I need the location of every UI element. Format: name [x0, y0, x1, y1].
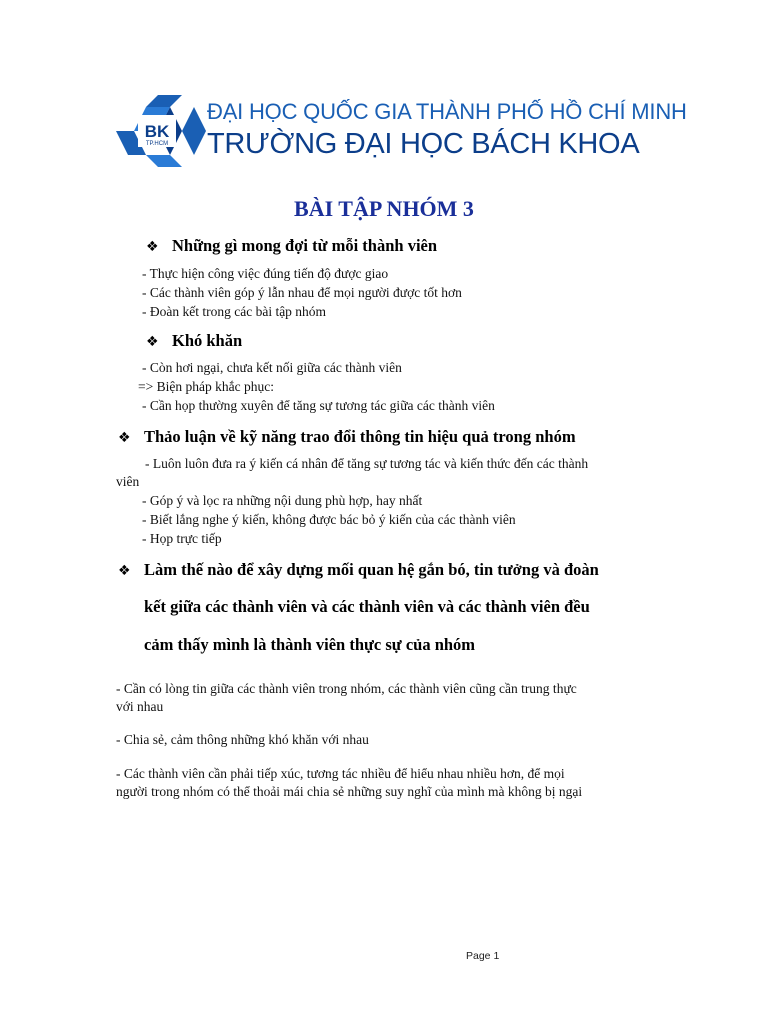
text-line: viên [116, 474, 140, 489]
heading-text: Làm thế nào để xây dựng mối quan hệ gắn bó, tin tưởng và đoàn [144, 560, 599, 579]
text-line: - Luôn luôn đưa ra ý kiến cá nhân để tăng sự tương tác và kiến thức đến các thành [145, 456, 589, 471]
school-name: TRƯỜNG ĐẠI HỌC BÁCH KHOA [207, 128, 640, 160]
text-line: - Cần họp thường xuyên để tăng sự tương tác giữa các thành viên [142, 398, 495, 413]
text-line: - Các thành viên góp ý lẫn nhau để mọi người được tốt hơn [142, 285, 462, 300]
text-line: - Các thành viên cần phải tiếp xúc, tương tác nhiều để hiểu nhau nhiều hơn, để mọi [116, 766, 565, 781]
text-line: - Thực hiện công việc đúng tiến độ được giao [142, 266, 389, 281]
text-line: người trong nhóm có thể thoải mái chia sẻ những suy nghĩ của mình mà không bị ngại [116, 784, 583, 799]
text-line: - Cần có lòng tin giữa các thành viên trong nhóm, các thành viên cũng cần trung thực [116, 681, 577, 696]
text-line: - Góp ý và lọc ra những nội dung phù hợp, hay nhất [142, 493, 423, 508]
section-heading-communication [118, 427, 576, 447]
section-heading-difficulties [146, 331, 242, 351]
page-number: Page 1 [466, 950, 500, 962]
university-logo-icon [116, 95, 206, 167]
text-line: - Còn hơi ngại, chưa kết nối giữa các thành viên [142, 360, 402, 375]
heading-text: Thảo luận về kỹ năng trao đổi thông tin hiệu quả trong nhóm [144, 427, 576, 446]
text-line: - Đoàn kết trong các bài tập nhóm [142, 304, 327, 319]
document-title: BÀI TẬP NHÓM 3 [294, 196, 474, 221]
section-heading-expectations [146, 236, 437, 256]
text-line: - Biết lắng nghe ý kiến, không được bác bỏ ý kiến của các thành viên [142, 512, 516, 527]
heading-text: Khó khăn [172, 331, 243, 350]
bullet-icon: ❖ [118, 563, 131, 579]
heading-text: Những gì mong đợi từ mỗi thành viên [172, 236, 438, 255]
section-heading-relationship [118, 560, 599, 580]
bullet-icon: ❖ [118, 430, 131, 446]
heading-text-continued: cảm thấy mình là thành viên thực sự của nhóm [144, 635, 476, 654]
logo-text: BK [144, 122, 170, 141]
text-line: với nhau [116, 699, 164, 714]
text-line: => Biện pháp khắc phục: [138, 379, 274, 394]
bullet-icon: ❖ [146, 239, 159, 255]
text-line: - Chia sẻ, cảm thông những khó khăn với nhau [116, 732, 369, 747]
heading-text-continued: kết giữa các thành viên và các thành viên và các thành viên đều [144, 597, 590, 616]
logo-subtext: TP.HCM [145, 141, 169, 147]
text-line: - Họp trực tiếp [142, 531, 222, 546]
bullet-icon: ❖ [146, 334, 159, 350]
university-name: ĐẠI HỌC QUỐC GIA THÀNH PHỐ HỒ CHÍ MINH [207, 99, 687, 124]
